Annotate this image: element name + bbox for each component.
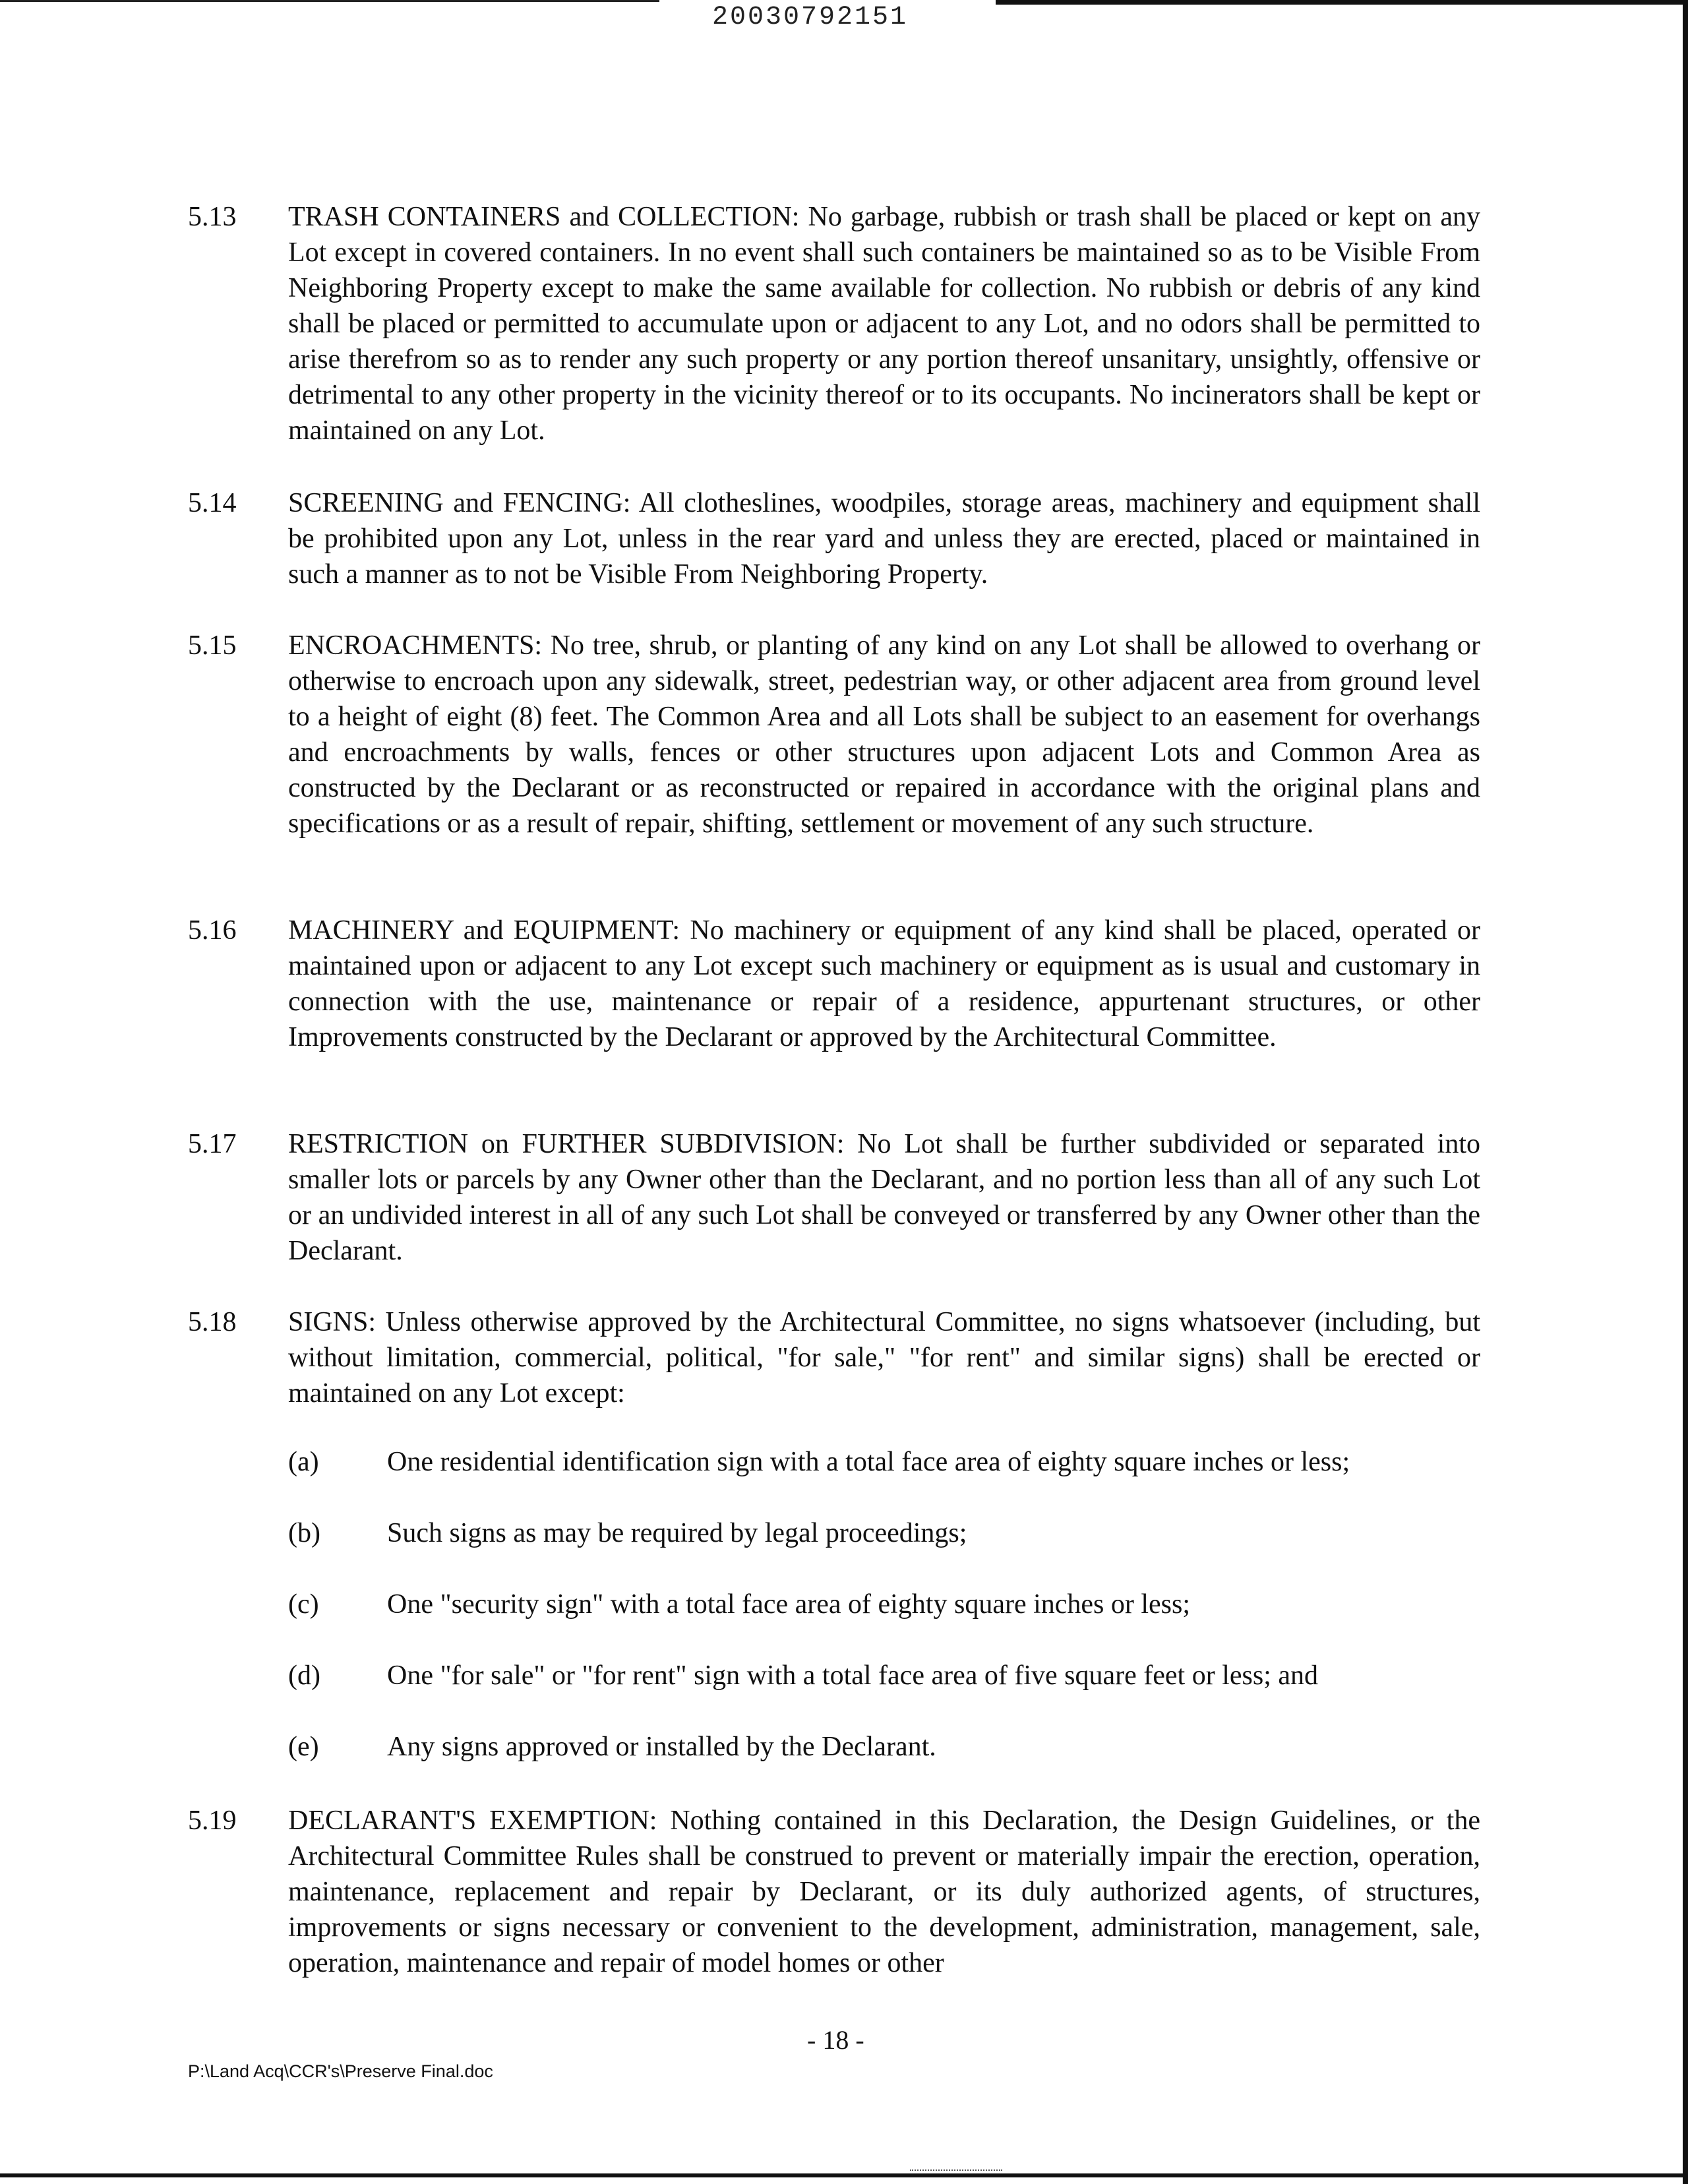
section-text: ENCROACHMENTS: No tree, shrub, or planting of any kind on any Lot shall be allowed to overhang or otherwise to encroach upon any sidewalk, street, pedestrian way, or other adjacent area from ground level to a height of eight (8) feet. The Common Area and all Lots shall be subject to an easement for overhangs and encroachments by walls, fences or other structures upon adjacent Lots and Common Area as constructed by the Declarant or as reconstructed or repaired in accordance with the original plans and specifications or as a result of repair, shifting, settlement or movement of any such structure.	[288, 630, 1480, 839]
section-number: 5.17	[188, 1129, 237, 1159]
section-text: TRASH CONTAINERS and COLLECTION: No garbage, rubbish or trash shall be placed or kept on any Lot except in covered containers. In no event shall such containers be maintained so as to be Visible From Neighboring Property except to make the same available for collection. No rubbish or debris of any kind shall be placed or permitted to accumulate upon or adjacent to any Lot, and no odors shall be permitted to arise therefrom so as to render any such property or any portion thereof unsanitary, unsightly, offensive or detrimental to any other property in the vicinity thereof or to its occupants. No incinerators shall be kept or maintained on any Lot.	[288, 202, 1480, 446]
section-number: 5.13	[188, 202, 237, 232]
section-number: 5.16	[188, 915, 237, 946]
sign-item-label: (a)	[288, 1447, 319, 1477]
bottom-scan-rule	[0, 2173, 1688, 2177]
recording-number: 20030792151	[712, 3, 909, 32]
sign-item-text: Such signs as may be required by legal proceedings;	[387, 1518, 967, 1548]
section-text: SIGNS: Unless otherwise approved by the Architectural Committee, no signs whatsoever (including, but without limitation, commercial, political, "for sale," "for rent" and similar signs) shall be erected or maintained on any Lot except:	[288, 1307, 1480, 1409]
section-number: 5.18	[188, 1307, 237, 1337]
section-number: 5.14	[188, 488, 237, 518]
sign-item-label: (b)	[288, 1518, 320, 1548]
sign-item-text: One "security sign" with a total face area of eighty square inches or less;	[387, 1589, 1191, 1620]
sign-item-label: (c)	[288, 1589, 319, 1620]
section-text: SCREENING and FENCING: All clotheslines, woodpiles, storage areas, machinery and equipment shall be prohibited upon any Lot, unless in the rear yard and unless they are erected, placed or maintained in such a manner as to not be Visible From Neighboring Property.	[288, 488, 1480, 590]
sign-item-text: Any signs approved or installed by the Declarant.	[387, 1732, 936, 1762]
top-scan-rule-thick	[996, 0, 1688, 5]
section-number: 5.19	[188, 1805, 237, 1836]
sign-item-text: One residential identification sign with a total face area of eighty square inches or less;	[387, 1447, 1350, 1477]
section-number: 5.15	[188, 630, 237, 661]
bottom-scan-dots	[910, 2169, 1002, 2171]
section-text: DECLARANT'S EXEMPTION: Nothing contained in this Declaration, the Design Guidelines, or the Architectural Committee Rules shall be construed to prevent or materially impair the erection, operation, maintenance, replacement and repair by Declarant, or its duly authorized agents, of structures, improvements or signs necessary or convenient to the development, administration, management, sale, operation, maintenance and repair of model homes or other	[288, 1805, 1480, 1978]
top-scan-rule	[0, 0, 659, 2]
sign-item-label: (d)	[288, 1660, 320, 1691]
sign-item-label: (e)	[288, 1732, 319, 1762]
file-path: P:\Land Acq\CCR's\Preserve Final.doc	[188, 2061, 493, 2081]
page-number: - 18 -	[807, 2025, 864, 2055]
sign-item-text: One "for sale" or "for rent" sign with a total face area of five square feet or less; and	[387, 1660, 1319, 1691]
section-text: MACHINERY and EQUIPMENT: No machinery or equipment of any kind shall be placed, operated or maintained upon or adjacent to any Lot except such machinery or equipment as is usual and customary in connection with the use, maintenance or repair of a residence, appurtenant structures, or other Improvements constructed by the Declarant or approved by the Architectural Committee.	[288, 915, 1480, 1052]
right-scan-edge	[1683, 0, 1688, 2184]
section-text: RESTRICTION on FURTHER SUBDIVISION: No Lot shall be further subdivided or separated into smaller lots or parcels by any Owner other than the Declarant, and no portion less than all of any such Lot or an undivided interest in all of any such Lot shall be conveyed or transferred by any Owner other than the Declarant.	[288, 1129, 1480, 1266]
